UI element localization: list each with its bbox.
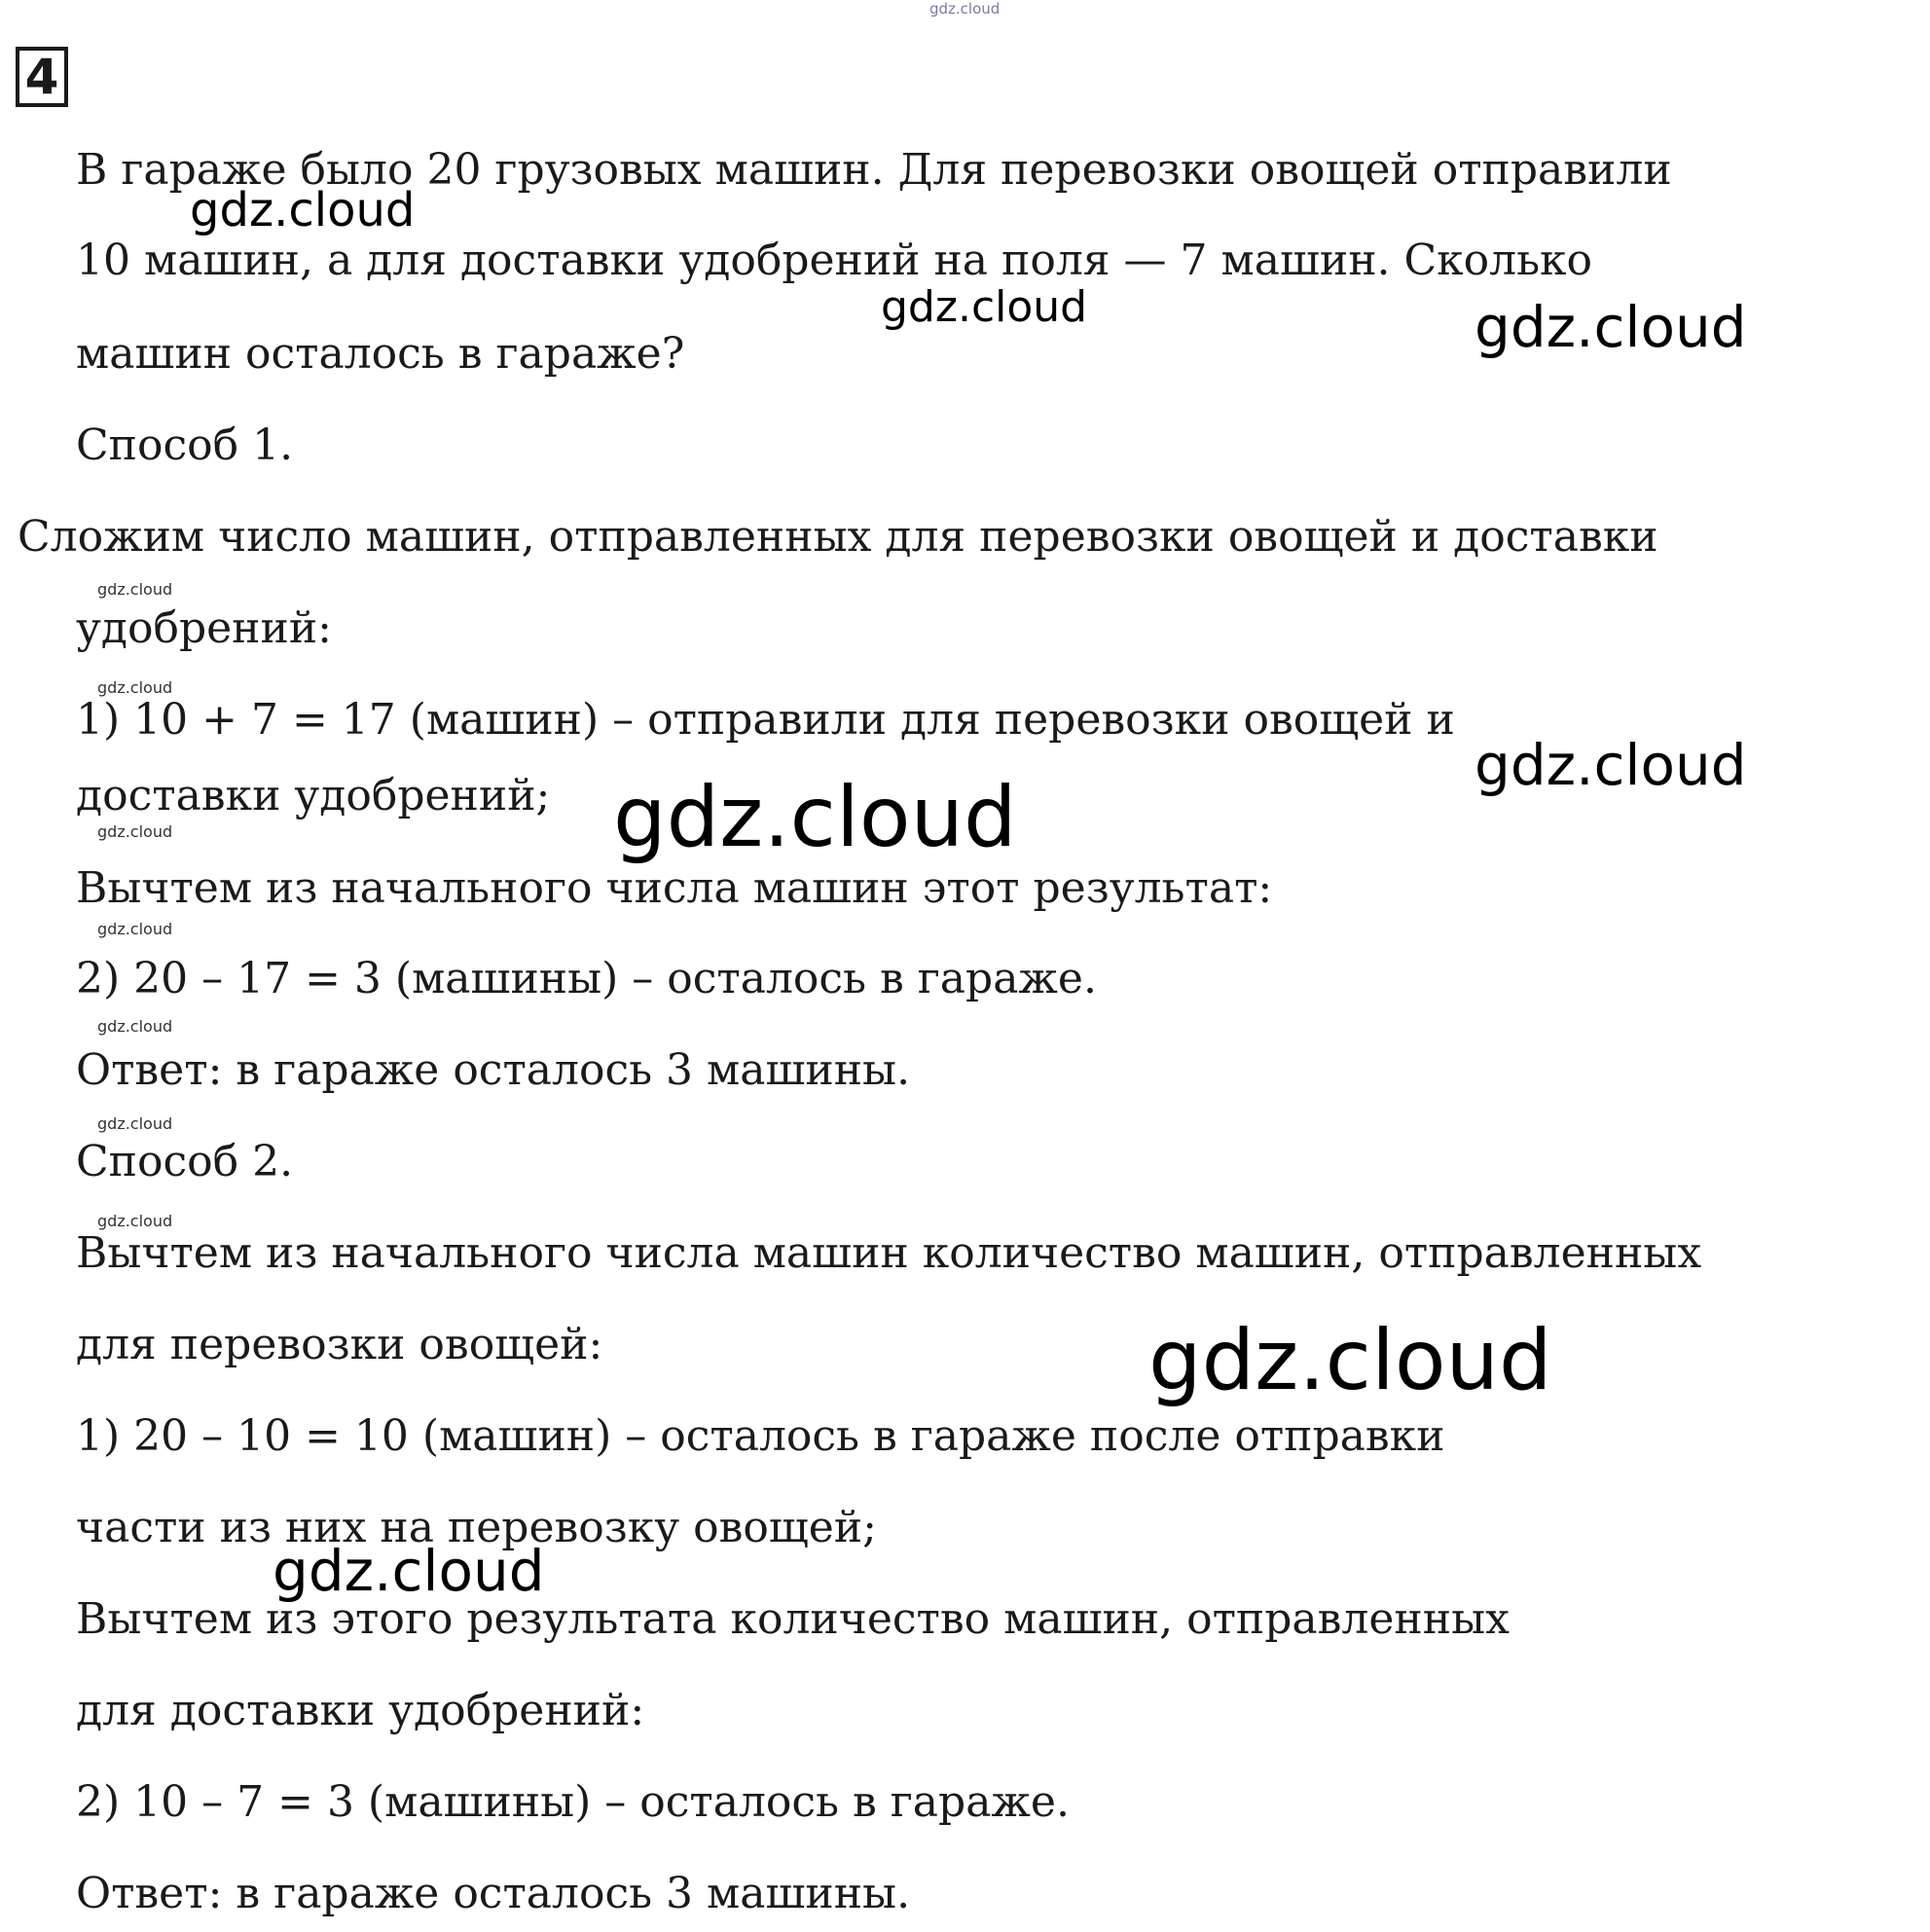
method-1-line-2: удобрений: (76, 603, 332, 653)
watermark: gdz.cloud (97, 1017, 173, 1036)
method-2-step-1-cont: части из них на перевозку овощей; (76, 1503, 877, 1552)
method-2-line-2: для перевозки овощей: (76, 1320, 603, 1369)
method-2-answer: Ответ: в гараже осталось 3 машины. (76, 1869, 911, 1918)
watermark: gdz.cloud (1475, 294, 1747, 360)
method-2-step-2: 2) 10 – 7 = 3 (машины) – осталось в гараже. (76, 1777, 1070, 1827)
method-1-line-3: Вычтем из начального числа машин этот результат: (76, 863, 1273, 913)
method-1-heading: Способ 1. (76, 420, 294, 470)
watermark: gdz.cloud (97, 580, 173, 599)
method-2-line-4: для доставки удобрений: (76, 1686, 645, 1735)
method-1-line-1: Сложим число машин, отправленных для перевозки овощей и доставки (18, 512, 1658, 562)
watermark: gdz.cloud (190, 183, 416, 237)
watermark: gdz.cloud (1475, 732, 1747, 798)
method-1-step-2: 2) 20 – 17 = 3 (машины) – осталось в гараже. (76, 954, 1097, 1003)
problem-line-3: машин осталось в гараже? (76, 329, 685, 379)
watermark: gdz.cloud (273, 1538, 545, 1604)
watermark: gdz.cloud (97, 1114, 173, 1133)
method-2-heading: Способ 2. (76, 1137, 294, 1186)
method-2-step-1: 1) 20 – 10 = 10 (машин) – осталось в гараже после отправки (76, 1411, 1445, 1461)
task-number: 4 (16, 47, 68, 107)
problem-line-1: В гараже было 20 грузовых машин. Для перевозки овощей отправили (76, 145, 1672, 195)
method-1-answer: Ответ: в гараже осталось 3 машины. (76, 1045, 911, 1095)
method-2-line-1: Вычтем из начального числа машин количество машин, отправленных (76, 1228, 1702, 1278)
method-1-step-1-cont: доставки удобрений; (76, 771, 551, 820)
method-1-step-1: 1) 10 + 7 = 17 (машин) – отправили для перевозки овощей и (76, 695, 1455, 745)
watermark: gdz.cloud (613, 769, 1017, 866)
watermark: gdz.cloud (881, 282, 1088, 332)
watermark: gdz.cloud (97, 822, 173, 841)
problem-line-2: 10 машин, а для доставки удобрений на поля — 7 машин. Сколько (76, 236, 1593, 285)
method-2-line-3: Вычтем из этого результата количество машин, отправленных (76, 1594, 1510, 1644)
watermark: gdz.cloud (97, 1212, 173, 1230)
watermark-top: gdz.cloud (929, 0, 1001, 18)
watermark: gdz.cloud (1148, 1312, 1552, 1409)
watermark: gdz.cloud (97, 920, 173, 938)
watermark: gdz.cloud (97, 678, 173, 697)
